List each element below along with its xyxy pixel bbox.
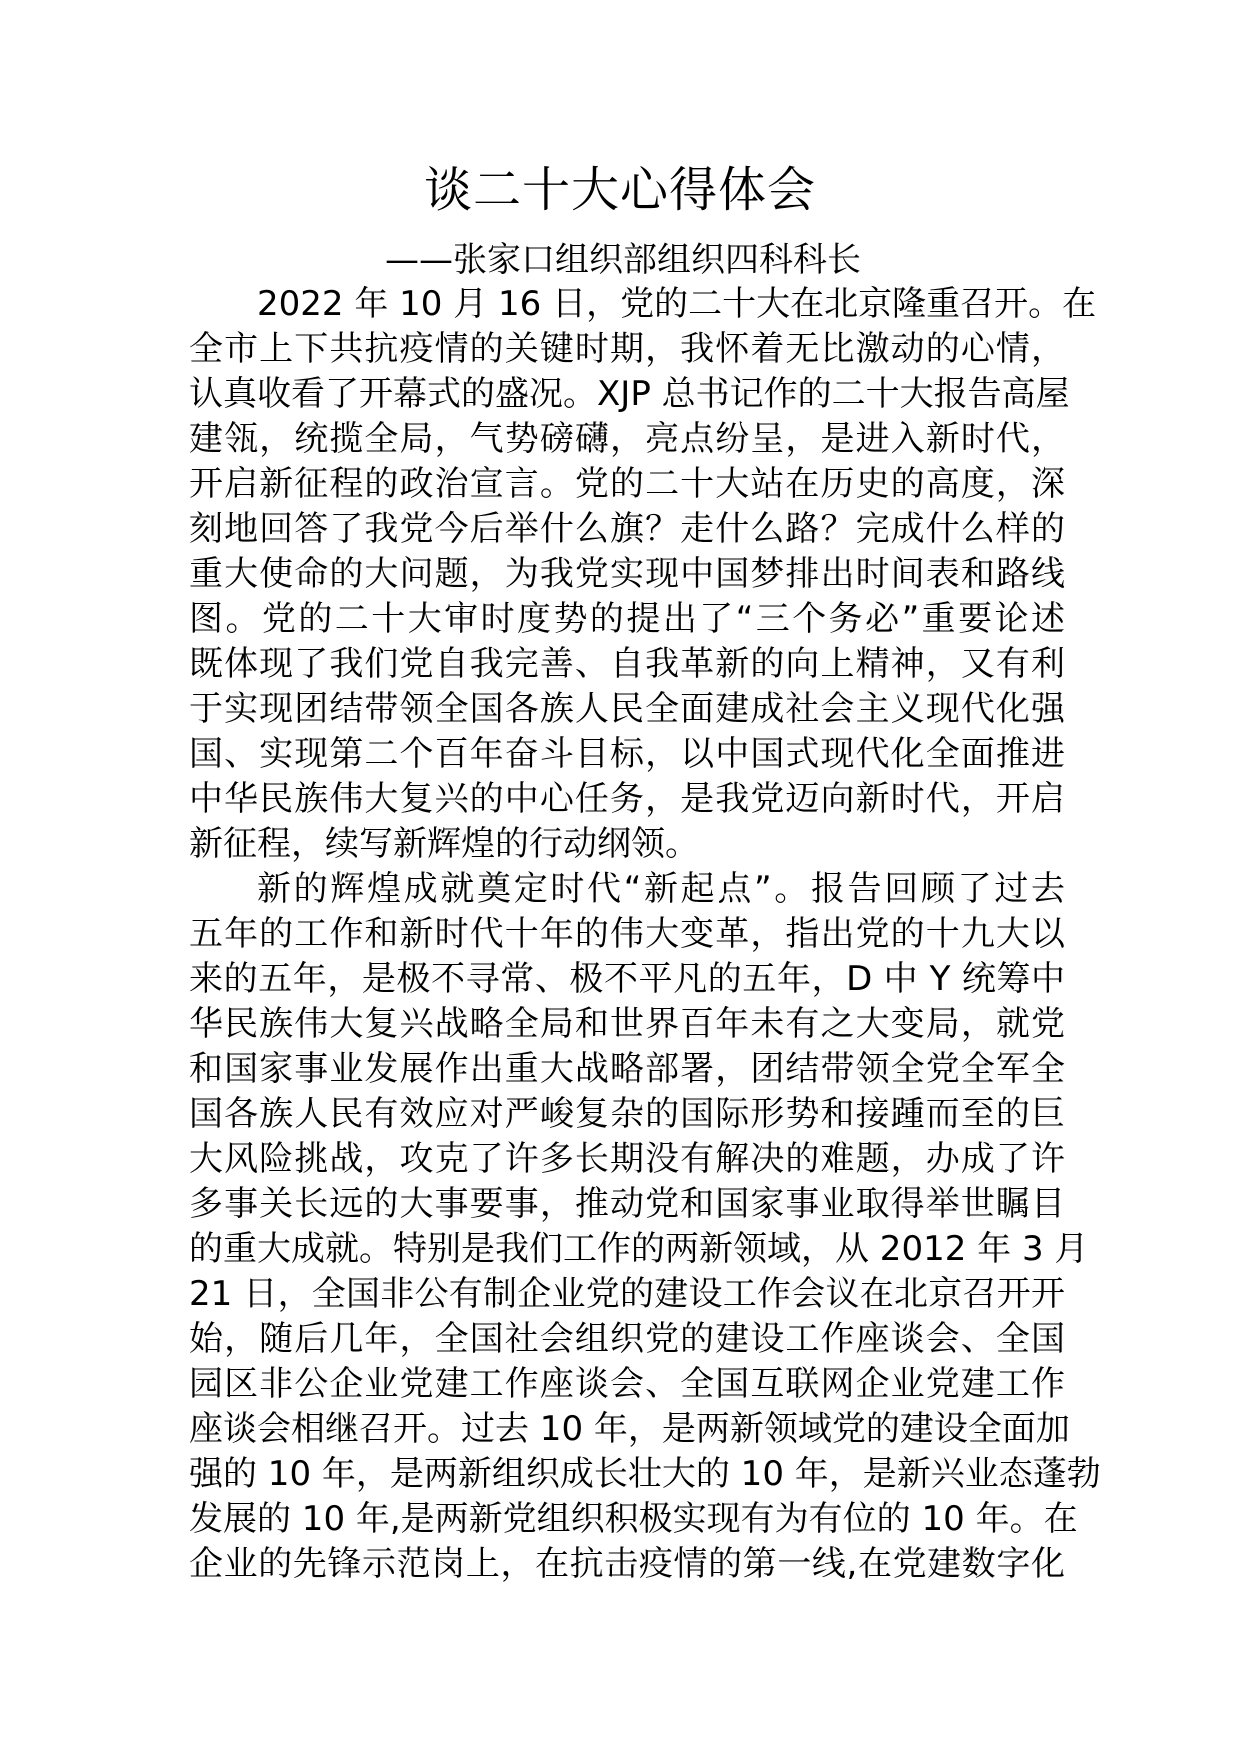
document-title: 谈二十大心得体会 xyxy=(423,162,816,218)
text-line: 重大使命的大问题，为我党实现中国梦排出时间表和路线 xyxy=(189,554,1065,594)
text-line: 既体现了我们党自我完善、自我革新的向上精神，又有利 xyxy=(189,644,1065,684)
text-line: 图。党的二十大审时度势的提出了“三个务必”重要论述 xyxy=(189,599,1065,639)
text-line: 中华民族伟大复兴的中心任务，是我党迈向新时代，开启 xyxy=(189,779,1065,819)
text-line: 建瓴，统揽全局，气势磅礴，亮点纷呈，是进入新时代， xyxy=(189,419,1065,459)
text-line: 2022 年 10 月 16 日，党的二十大在北京隆重召开。在 xyxy=(257,284,1097,324)
text-line: 刻地回答了我党今后举什么旗？走什么路？完成什么样的 xyxy=(189,509,1065,549)
text-line: 国各族人民有效应对严峻复杂的国际形势和接踵而至的巨 xyxy=(189,1094,1065,1134)
text-line: 多事关长远的大事要事，推动党和国家事业取得举世瞩目 xyxy=(189,1184,1065,1224)
text-line: 五年的工作和新时代十年的伟大变革，指出党的十九大以 xyxy=(189,914,1065,954)
text-line: 新征程，续写新辉煌的行动纲领。 xyxy=(189,824,699,864)
text-line: 于实现团结带领全国各族人民全面建成社会主义现代化强 xyxy=(189,689,1065,729)
text-line: 园区非公企业党建工作座谈会、全国互联网企业党建工作 xyxy=(189,1364,1065,1404)
text-line: 来的五年，是极不寻常、极不平凡的五年，D 中 Y 统筹中 xyxy=(189,959,1065,999)
text-line: 的重大成就。特别是我们工作的两新领域，从 2012 年 3 月 xyxy=(189,1229,1089,1269)
text-line: 华民族伟大复兴战略全局和世界百年未有之大变局，就党 xyxy=(189,1004,1065,1044)
text-line: 发展的 10 年,是两新党组织积极实现有为有位的 10 年。在 xyxy=(189,1499,1078,1539)
text-line: 座谈会相继召开。过去 10 年，是两新领域党的建设全面加 xyxy=(189,1409,1070,1449)
text-line: 开启新征程的政治宣言。党的二十大站在历史的高度，深 xyxy=(189,464,1065,504)
document-body xyxy=(189,282,1101,1587)
paragraph-2 xyxy=(189,867,1101,1587)
text-line: 和国家事业发展作出重大战略部署，团结带领全党全军全 xyxy=(189,1049,1065,1089)
text-line: 企业的先锋示范岗上，在抗击疫情的第一线,在党建数字化 xyxy=(189,1544,1065,1584)
text-line: 国、实现第二个百年奋斗目标，以中国式现代化全面推进 xyxy=(189,734,1065,774)
text-line: 认真收看了开幕式的盛况。XJP 总书记作的二十大报告高屋 xyxy=(189,374,1070,414)
text-line: 强的 10 年，是两新组织成长壮大的 10 年，是新兴业态蓬勃 xyxy=(189,1454,1101,1494)
text-line: 全市上下共抗疫情的关键时期，我怀着无比激动的心情， xyxy=(189,329,1065,369)
paragraph-1 xyxy=(189,282,1097,867)
document-subtitle: ——张家口组织部组织四科科长 xyxy=(385,240,861,280)
text-line: 21 日，全国非公有制企业党的建设工作会议在北京召开开 xyxy=(189,1274,1065,1314)
text-line: 始，随后几年，全国社会组织党的建设工作座谈会、全国 xyxy=(189,1319,1065,1359)
text-line: 新的辉煌成就奠定时代“新起点”。报告回顾了过去 xyxy=(257,869,1065,909)
text-line: 大风险挑战，攻克了许多长期没有解决的难题，办成了许 xyxy=(189,1139,1065,1179)
